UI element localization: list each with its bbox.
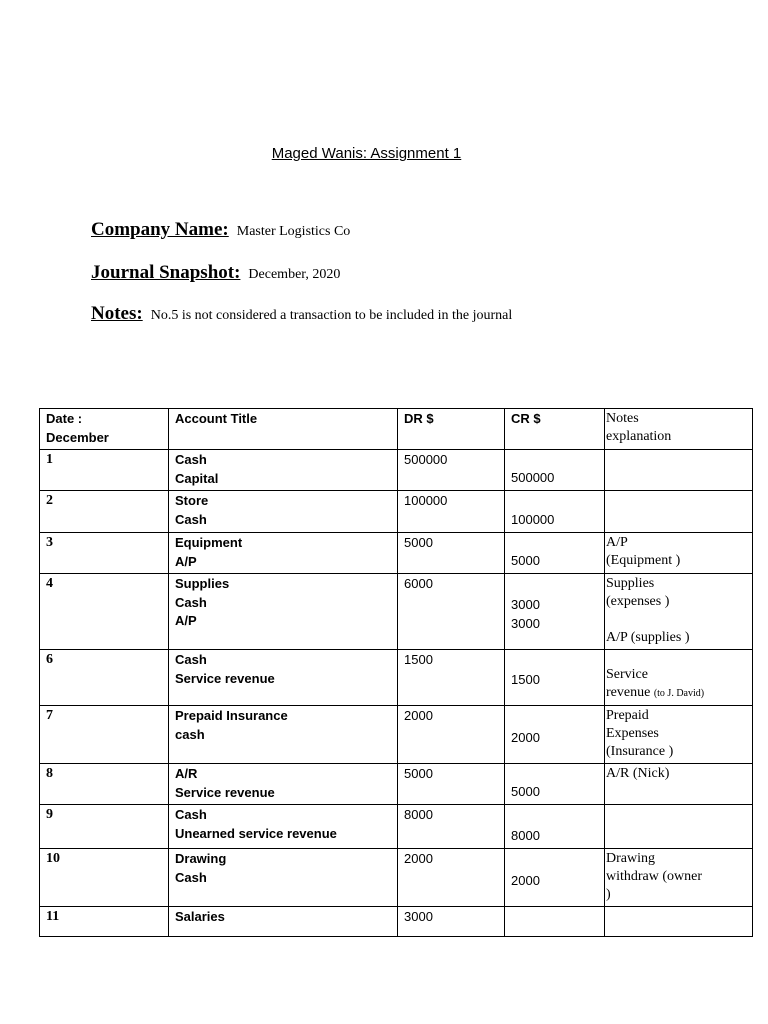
header-dr: DR $ bbox=[398, 409, 505, 450]
cell-date: 3 bbox=[40, 533, 169, 574]
cell-cr bbox=[505, 907, 605, 937]
note-line: A/R (Nick) bbox=[606, 766, 670, 781]
cr-amount: 5000 bbox=[511, 783, 540, 799]
header-notes bbox=[605, 409, 753, 450]
cell-account-title bbox=[169, 805, 398, 849]
account-line: Store bbox=[175, 493, 209, 508]
notes-label: Notes: bbox=[91, 303, 143, 324]
account-line: Service revenue bbox=[175, 670, 275, 686]
cell-notes bbox=[605, 491, 753, 533]
account-line: A/P bbox=[175, 613, 197, 628]
cell-dr: 5000 bbox=[398, 533, 505, 574]
cell-dr: 3000 bbox=[398, 907, 505, 937]
note-line: Supplies bbox=[606, 576, 655, 591]
account-line: Supplies bbox=[175, 576, 230, 591]
cell-notes bbox=[605, 907, 753, 937]
table-row bbox=[40, 450, 753, 491]
account-line: Drawing bbox=[175, 851, 227, 866]
journal-snapshot-value: December, 2020 bbox=[248, 267, 341, 282]
account-line: Cash bbox=[175, 652, 207, 667]
cell-notes bbox=[605, 706, 753, 764]
cell-account-title bbox=[169, 706, 398, 764]
account-line: Cash bbox=[175, 511, 207, 527]
journal-snapshot-label: Journal Snapshot: bbox=[91, 262, 241, 283]
header-notes-line2: explanation bbox=[606, 429, 672, 444]
cell-notes bbox=[605, 849, 753, 907]
cell-account-title bbox=[169, 650, 398, 706]
cell-date: 1 bbox=[40, 450, 169, 491]
cell-account-title bbox=[169, 533, 398, 574]
note-line: Service bbox=[606, 667, 648, 682]
header-notes-line1: Notes bbox=[606, 411, 639, 426]
cell-notes bbox=[605, 650, 753, 706]
journal-snapshot-line bbox=[91, 262, 340, 284]
table-row bbox=[40, 764, 753, 805]
note-line: Prepaid bbox=[606, 708, 649, 723]
cell-notes bbox=[605, 764, 753, 805]
table-row bbox=[40, 907, 753, 937]
cell-cr bbox=[505, 706, 605, 764]
document-title: Maged Wanis: Assignment 1 bbox=[271, 145, 462, 162]
table-row bbox=[40, 574, 753, 650]
cell-cr bbox=[505, 650, 605, 706]
account-line: A/P bbox=[175, 553, 197, 569]
journal-table bbox=[39, 408, 753, 937]
cell-dr: 100000 bbox=[398, 491, 505, 533]
cell-date: 4 bbox=[40, 574, 169, 650]
note-line: Expenses bbox=[606, 726, 659, 741]
cell-notes bbox=[605, 533, 753, 574]
account-line: Unearned service revenue bbox=[175, 825, 337, 841]
cell-notes bbox=[605, 574, 753, 650]
cell-dr: 2000 bbox=[398, 706, 505, 764]
account-line: Cash bbox=[175, 869, 207, 885]
table-row bbox=[40, 650, 753, 706]
cell-account-title bbox=[169, 450, 398, 491]
cell-dr: 6000 bbox=[398, 574, 505, 650]
note-line: ) bbox=[606, 887, 611, 902]
header-date-line2: December bbox=[46, 429, 109, 445]
cell-dr: 8000 bbox=[398, 805, 505, 849]
cell-account-title bbox=[169, 574, 398, 650]
cell-date: 10 bbox=[40, 849, 169, 907]
cell-cr bbox=[505, 491, 605, 533]
cell-cr bbox=[505, 849, 605, 907]
account-line: Salaries bbox=[175, 909, 225, 924]
cell-dr: 500000 bbox=[398, 450, 505, 491]
note-small-text: (to J. David) bbox=[653, 688, 705, 699]
note-line bbox=[606, 684, 746, 703]
company-name-label: Company Name: bbox=[91, 219, 229, 240]
cell-account-title bbox=[169, 764, 398, 805]
note-line: A/P bbox=[606, 535, 628, 550]
notes-value: No.5 is not considered a transaction to be included in the journal bbox=[150, 308, 513, 323]
cell-account-title bbox=[169, 907, 398, 937]
note-line: A/P (supplies ) bbox=[606, 630, 690, 645]
account-line: Equipment bbox=[175, 535, 243, 550]
cell-date: 11 bbox=[40, 907, 169, 937]
cell-account-title bbox=[169, 849, 398, 907]
cr-amount: 100000 bbox=[511, 511, 555, 527]
note-spacer bbox=[606, 611, 746, 629]
table-row bbox=[40, 706, 753, 764]
cr-amount: 5000 bbox=[511, 552, 540, 568]
cell-cr bbox=[505, 764, 605, 805]
account-line: Prepaid Insurance bbox=[175, 708, 288, 723]
cell-date: 2 bbox=[40, 491, 169, 533]
note-line: (Equipment ) bbox=[606, 553, 681, 568]
header-date-line1: Date : bbox=[46, 411, 83, 426]
cell-date: 9 bbox=[40, 805, 169, 849]
table-row bbox=[40, 805, 753, 849]
note-line: (Insurance ) bbox=[606, 744, 674, 759]
table-row bbox=[40, 849, 753, 907]
account-line: cash bbox=[175, 726, 205, 742]
table-header-row bbox=[40, 409, 753, 450]
cell-cr bbox=[505, 533, 605, 574]
header-cr: CR $ bbox=[505, 409, 605, 450]
note-text: revenue bbox=[606, 685, 651, 700]
header-account-title: Account Title bbox=[169, 409, 398, 450]
cr-amount: 8000 bbox=[511, 827, 540, 843]
cell-cr bbox=[505, 450, 605, 491]
header-date bbox=[40, 409, 169, 450]
note-line: Drawing bbox=[606, 851, 655, 866]
account-line: A/R bbox=[175, 766, 198, 781]
cr-amount: 1500 bbox=[511, 671, 540, 687]
company-name-line bbox=[91, 219, 350, 241]
company-name-value: Master Logistics Co bbox=[236, 224, 351, 239]
cell-dr: 1500 bbox=[398, 650, 505, 706]
cell-date: 8 bbox=[40, 764, 169, 805]
account-line: Cash bbox=[175, 807, 207, 822]
cr-amount: 2000 bbox=[511, 872, 540, 888]
cr-amount: 500000 bbox=[511, 469, 555, 485]
table-row bbox=[40, 533, 753, 574]
account-line: Cash bbox=[175, 594, 207, 610]
account-line: Capital bbox=[175, 470, 219, 486]
cell-notes bbox=[605, 450, 753, 491]
cr-amount: 2000 bbox=[511, 729, 540, 745]
cell-cr bbox=[505, 805, 605, 849]
cr-amount: 3000 bbox=[511, 597, 540, 612]
cell-cr bbox=[505, 574, 605, 650]
cell-notes bbox=[605, 805, 753, 849]
cell-date: 6 bbox=[40, 650, 169, 706]
cell-date: 7 bbox=[40, 706, 169, 764]
note-line: withdraw (owner bbox=[606, 869, 703, 884]
cell-account-title bbox=[169, 491, 398, 533]
note-line: (expenses ) bbox=[606, 594, 670, 609]
cell-dr: 5000 bbox=[398, 764, 505, 805]
account-line: Service revenue bbox=[175, 784, 275, 800]
account-line: Cash bbox=[175, 452, 207, 467]
cr-amount: 3000 bbox=[511, 615, 540, 631]
cell-dr: 2000 bbox=[398, 849, 505, 907]
table-row bbox=[40, 491, 753, 533]
notes-line bbox=[91, 303, 512, 325]
